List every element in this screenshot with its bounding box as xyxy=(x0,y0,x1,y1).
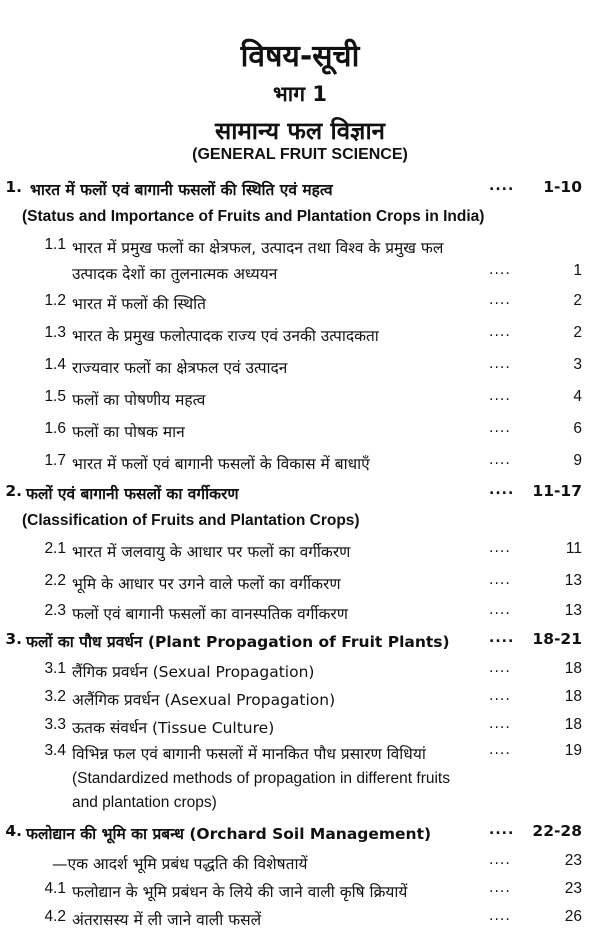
section-row[interactable] xyxy=(0,742,600,812)
leader-dots: .... xyxy=(489,420,511,436)
leader-dots: .... xyxy=(489,178,515,194)
section-title: लैंगिक प्रवर्धन (Sexual Propagation) xyxy=(72,663,315,681)
section-number: 1.7 xyxy=(44,452,66,469)
section-page: 23 xyxy=(564,852,582,869)
section-title: भारत में प्रमुख फलों का क्षेत्रफल, उत्पादन तथा विश्व के प्रमुख फल xyxy=(72,239,444,257)
leader-dots: .... xyxy=(489,852,511,868)
leader-dots: .... xyxy=(489,262,511,278)
leader-dots: .... xyxy=(489,822,515,838)
section-title: अलैंगिक प्रवर्धन (Asexual Propagation) xyxy=(72,691,336,709)
leader-dots: .... xyxy=(489,540,511,556)
section-title: विभिन्न फल एवं बागानी फसलों में मानकित पौध प्रसारण विधियां xyxy=(72,745,426,763)
section-number: 3.3 xyxy=(44,716,66,733)
section-title: फलों का पोषक मान xyxy=(72,423,185,441)
subject-heading-english: (GENERAL FRUIT SCIENCE) xyxy=(192,146,408,163)
section-title: भारत के प्रमुख फलोत्पादक राज्य एवं उनकी उत्पादकता xyxy=(72,327,379,345)
chapter-number: 2. xyxy=(5,482,22,500)
chapter-pages: 22-28 xyxy=(532,822,582,840)
chapter-english-title: (Status and Importance of Fruits and Plantation Crops in India) xyxy=(22,208,485,225)
part-heading: भाग 1 xyxy=(273,82,327,106)
chapter-number: 1. xyxy=(5,178,22,196)
section-page: 18 xyxy=(564,688,582,705)
section-title: अंतरासस्य में ली जाने वाली फसलें xyxy=(72,911,262,929)
section-number: 1.5 xyxy=(44,388,66,405)
page-title: विषय-सूची xyxy=(240,39,360,74)
chapter-title: भारत में फलों एवं बागानी फसलों की स्थिति एवं महत्व xyxy=(30,181,333,199)
section-page: 6 xyxy=(573,420,582,437)
section-title: फलों एवं बागानी फसलों का वानस्पतिक वर्गीकरण xyxy=(72,605,348,623)
section-title: भारत में फलों एवं बागानी फसलों के विकास में बाधाएँ xyxy=(72,455,370,473)
section-number: 1.3 xyxy=(44,324,66,341)
section-english-line: and plantation crops) xyxy=(72,794,217,811)
section-title: भारत में फलों की स्थिति xyxy=(72,295,206,313)
section-title: फलोद्यान के भूमि प्रबंधन के लिये की जाने वाली कृषि क्रियायें xyxy=(72,883,408,901)
chapter-pages: 1-10 xyxy=(543,178,582,196)
section-title: फलों का पोषणीय महत्व xyxy=(72,391,206,409)
section-page: 19 xyxy=(564,742,582,759)
leader-dots: .... xyxy=(489,292,511,308)
chapter-number: 3. xyxy=(5,630,22,648)
section-number: 3.2 xyxy=(44,688,66,705)
section-number: 3.1 xyxy=(44,660,66,677)
section-page: 23 xyxy=(564,880,582,897)
section-row[interactable] xyxy=(0,236,600,282)
section-title: —एक आदर्श भूमि प्रबंध पद्धति की विशेषतायें xyxy=(52,855,308,873)
section-title: ऊतक संवर्धन (Tissue Culture) xyxy=(72,719,275,737)
section-page: 13 xyxy=(564,572,582,589)
section-number: 4.2 xyxy=(44,908,66,925)
leader-dots: .... xyxy=(489,688,511,704)
section-title: राज्यवार फलों का क्षेत्रफल एवं उत्पादन xyxy=(72,359,288,377)
leader-dots: .... xyxy=(489,324,511,340)
chapter-number: 4. xyxy=(5,822,22,840)
section-title-continued: उत्पादक देशों का तुलनात्मक अध्ययन xyxy=(72,265,278,283)
section-page: 2 xyxy=(573,324,582,341)
section-page: 3 xyxy=(573,356,582,373)
chapter-title: फलों एवं बागानी फसलों का वर्गीकरण xyxy=(26,485,239,503)
section-number: 2.2 xyxy=(44,572,66,589)
section-number: 4.1 xyxy=(44,880,66,897)
section-page: 11 xyxy=(565,540,582,557)
leader-dots: .... xyxy=(489,742,511,758)
subject-heading-hindi: सामान्य फल विज्ञान xyxy=(215,117,385,145)
section-number: 2.3 xyxy=(44,602,66,619)
leader-dots: .... xyxy=(489,880,511,896)
section-page: 13 xyxy=(564,602,582,619)
leader-dots: .... xyxy=(489,482,515,498)
section-page: 9 xyxy=(573,452,582,469)
section-number: 1.4 xyxy=(44,356,66,373)
leader-dots: .... xyxy=(489,716,511,732)
section-page: 18 xyxy=(564,716,582,733)
chapter-title: फलों का पौध प्रवर्धन (Plant Propagation of Fruit Plants) xyxy=(26,633,450,651)
section-title: भारत में जलवायु के आधार पर फलों का वर्गीकरण xyxy=(72,543,351,561)
section-number: 1.1 xyxy=(44,236,66,253)
section-page: 26 xyxy=(564,908,582,925)
chapter-title: फलोद्यान की भूमि का प्रबन्ध (Orchard Soil Management) xyxy=(26,825,432,843)
chapter-pages: 18-21 xyxy=(532,630,582,648)
leader-dots: .... xyxy=(489,630,515,646)
section-number: 1.2 xyxy=(44,292,66,309)
section-page: 18 xyxy=(564,660,582,677)
section-page: 1 xyxy=(573,262,582,279)
leader-dots: .... xyxy=(489,660,511,676)
chapter-pages: 11-17 xyxy=(532,482,582,500)
leader-dots: .... xyxy=(489,908,511,924)
section-english-line: (Standardized methods of propagation in different fruits xyxy=(72,770,450,787)
section-number: 2.1 xyxy=(44,540,66,557)
section-page: 2 xyxy=(573,292,582,309)
section-page: 4 xyxy=(573,388,582,405)
leader-dots: .... xyxy=(489,602,511,618)
chapter-english-title: (Classification of Fruits and Plantation Crops) xyxy=(22,512,360,529)
section-number: 3.4 xyxy=(44,742,66,759)
section-number: 1.6 xyxy=(44,420,66,437)
leader-dots: .... xyxy=(489,388,511,404)
leader-dots: .... xyxy=(489,572,511,588)
leader-dots: .... xyxy=(489,356,511,372)
section-title: भूमि के आधार पर उगने वाले फलों का वर्गीकरण xyxy=(72,575,341,593)
leader-dots: .... xyxy=(489,452,511,468)
